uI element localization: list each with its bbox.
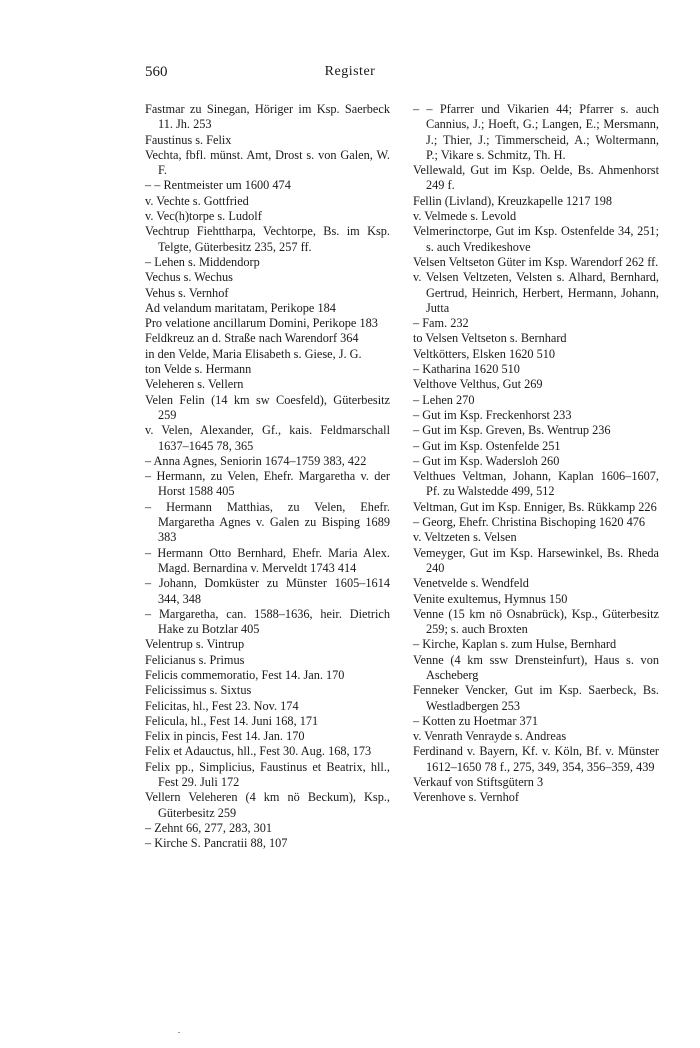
index-entry: Fenneker Vencker, Gut im Ksp. Saerbeck, Bs. Westladbergen 253 [413, 683, 659, 713]
index-entry: v. Velen, Alexander, Gf., kais. Feldmarschall 1637–1645 78, 365 [145, 423, 390, 453]
index-entry: – Hermann Otto Bernhard, Ehefr. Maria Alex. Magd. Bernardina v. Merveldt 1743 414 [145, 545, 390, 575]
index-entry: – – Pfarrer und Vikarien 44; Pfarrer s. auch Cannius, J.; Hoeft, G.; Langen, E.; Mersmann, J.; Thier, J.; Timmerscheid, A.; Woltermann, P.; Vikare s. Schmitz, Th. H. [413, 102, 659, 162]
index-entry: Vechtrup Fiehttharpa, Vechtorpe, Bs. im Ksp. Telgte, Güterbesitz 235, 257 ff. [145, 224, 390, 254]
index-entry: Vemeyger, Gut im Ksp. Harsewinkel, Bs. Rheda 240 [413, 545, 659, 575]
index-entry: Felix in pincis, Fest 14. Jan. 170 [145, 729, 305, 744]
index-entry: Venne (15 km nö Osnabrück), Ksp., Güterbesitz 259; s. auch Broxten [413, 606, 659, 637]
index-entry: Pro velatione ancillarum Domini, Perikope 183 [145, 316, 378, 331]
index-entry: – Hermann, zu Velen, Ehefr. Margaretha v. der Horst 1588 405 [145, 469, 390, 499]
index-entry: v. Velmede s. Levold [413, 209, 517, 224]
index-entry: Velthues Veltman, Johann, Kaplan 1606–1607, Pf. zu Walstedde 499, 512 [413, 469, 659, 499]
index-entry: Felix et Adauctus, hll., Fest 30. Aug. 168, 173 [145, 744, 372, 759]
index-column-right [413, 102, 659, 806]
index-entry: Venite exultemus, Hymnus 150 [413, 591, 568, 606]
index-entry: Ferdinand v. Bayern, Kf. v. Köln, Bf. v. Münster 1612–1650 78 f., 275, 349, 354, 356–359, 439 [413, 744, 659, 774]
index-entry: – Johann, Domküster zu Münster 1605–1614 344, 348 [145, 576, 390, 606]
index-entry: Felicitas, hl., Fest 23. Nov. 174 [145, 698, 299, 713]
index-entry: – Kirche S. Pancratii 88, 107 [145, 836, 288, 851]
index-entry: Verenhove s. Vernhof [413, 790, 519, 805]
index-entry: Veleheren s. Vellern [145, 377, 244, 392]
running-head: Register [324, 64, 376, 79]
index-entry: Vehus s. Vernhof [145, 285, 229, 300]
index-entry: Felix pp., Simplicius, Faustinus et Beatrix, hll., Fest 29. Juli 172 [145, 759, 390, 790]
index-entry: v. Venrath Venrayde s. Andreas [413, 729, 567, 744]
index-entry: Veltman, Gut im Ksp. Enniger, Bs. Rükkamp 226 [413, 499, 657, 514]
index-entry: Vellern Veleheren (4 km nö Beckum), Ksp., Güterbesitz 259 [145, 790, 390, 820]
index-entry: Velthove Velthus, Gut 269 [413, 377, 543, 392]
index-entry: – Zehnt 66, 277, 283, 301 [145, 820, 273, 835]
index-entry: – Anna Agnes, Seniorin 1674–1759 383, 422 [145, 453, 367, 468]
index-entry: – Fam. 232 [413, 316, 469, 331]
index-entry: Felicis commemoratio, Fest 14. Jan. 170 [145, 667, 345, 682]
index-entry: – Kotten zu Hoetmar 371 [413, 713, 538, 728]
index-entry: – Lehen s. Middendorp [145, 254, 260, 269]
index-entry: – Georg, Ehefr. Christina Bischoping 1620 476 [413, 515, 646, 530]
index-entry: Felicianus s. Primus [145, 652, 245, 667]
index-entry: v. Veltzeten s. Velsen [413, 530, 517, 545]
index-entry: – Hermann Matthias, zu Velen, Ehefr. Margaretha Agnes v. Galen zu Bisping 1689 383 [145, 499, 390, 545]
index-entry: – Gut im Ksp. Freckenhorst 233 [413, 407, 572, 422]
index-entry: Velentrup s. Vintrup [145, 637, 245, 652]
index-entry: Feldkreuz an d. Straße nach Warendorf 364 [145, 331, 359, 346]
index-entry: – Margaretha, can. 1588–1636, heir. Dietrich Hake zu Botzlar 405 [145, 606, 390, 637]
index-entry: – Gut im Ksp. Ostenfelde 251 [413, 438, 561, 453]
index-entry: – – Rentmeister um 1600 474 [145, 178, 291, 193]
index-entry: Velmerinctorpe, Gut im Ksp. Ostenfelde 34, 251; s. auch Vredikeshove [413, 224, 659, 254]
page-number: 560 [145, 64, 168, 80]
index-entry: Faustinus s. Felix [145, 132, 232, 147]
index-entry: to Velsen Veltseton s. Bernhard [413, 331, 567, 346]
index-entry: in den Velde, Maria Elisabeth s. Giese, J. G. [145, 346, 362, 361]
index-entry: ton Velde s. Hermann [145, 362, 252, 377]
index-entry: Verkauf von Stiftsgütern 3 [413, 775, 544, 790]
index-entry: Fastmar zu Sinegan, Höriger im Ksp. Saerbeck 11. Jh. 253 [145, 102, 390, 132]
index-entry: – Katharina 1620 510 [413, 362, 520, 377]
index-entry: Veltkötters, Elsken 1620 510 [413, 346, 556, 361]
speck [178, 1032, 180, 1033]
index-entry: Vellewald, Gut im Ksp. Oelde, Bs. Ahmenhorst 249 f. [413, 163, 659, 193]
index-entry: Ad velandum maritatam, Perikope 184 [145, 300, 336, 315]
index-entry: – Kirche, Kaplan s. zum Hulse, Bernhard [413, 637, 617, 652]
index-entry: v. Vechte s. Gottfried [145, 193, 249, 208]
index-entry: v. Vec(h)torpe s. Ludolf [145, 209, 262, 224]
index-entry: Vechus s. Wechus [145, 270, 233, 285]
index-entry: Fellin (Livland), Kreuzkapelle 1217 198 [413, 193, 613, 208]
index-entry: Venne (4 km ssw Drensteinfurt), Haus s. von Ascheberg [413, 652, 659, 682]
index-entry: Venetvelde s. Wendfeld [413, 576, 529, 591]
index-entry: – Gut im Ksp. Greven, Bs. Wentrup 236 [413, 423, 611, 438]
index-entry: – Lehen 270 [413, 392, 475, 407]
index-entry: Velsen Veltseton Güter im Ksp. Warendorf 262 ff. [413, 254, 659, 269]
index-entry: Felicissimus s. Sixtus [145, 683, 252, 698]
index-column-left [145, 102, 390, 852]
index-entry: Velen Felin (14 km sw Coesfeld), Güterbesitz 259 [145, 392, 390, 422]
index-entry: v. Velsen Veltzeten, Velsten s. Alhard, Bernhard, Gertrud, Heinrich, Herbert, Hermann, Johann, Jutta [413, 270, 659, 315]
index-entry: Felicula, hl., Fest 14. Juni 168, 171 [145, 713, 319, 728]
index-entry: Vechta, fbfl. münst. Amt, Drost s. von Galen, W. F. [145, 147, 390, 178]
index-entry: – Gut im Ksp. Wadersloh 260 [413, 453, 560, 468]
